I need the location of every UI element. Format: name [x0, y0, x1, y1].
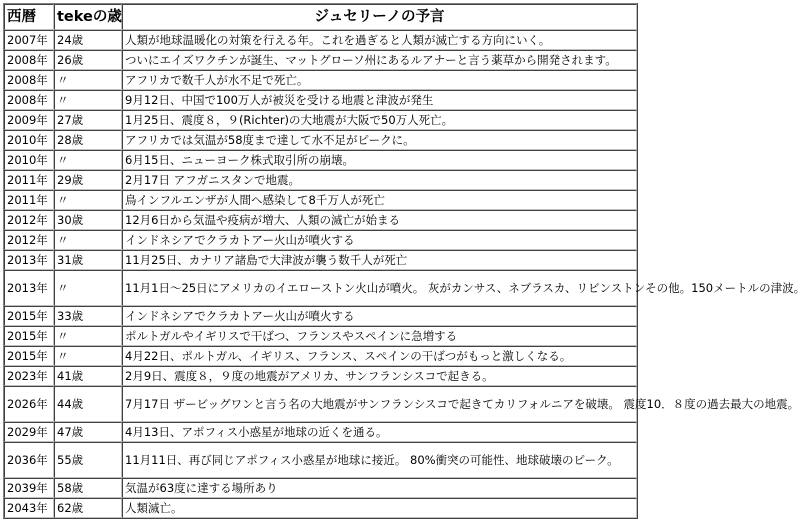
table-row [4, 230, 637, 250]
age-cell: 62歳 [54, 498, 122, 518]
header-prophecy: ジュセリーノの予言 [122, 4, 637, 30]
year-cell: 2013年 [4, 250, 54, 270]
prophecy-cell: 11月25日、カナリア諸島で大津波が襲う数千人が死亡 [122, 250, 637, 270]
prophecy-cell: 11月1日～25日にアメリカのイエローストン火山が噴火。 灰がカンサス、ネブラスカ、リビンストンその他。150メートルの津波。 [122, 270, 637, 306]
year-cell: 2010年 [4, 150, 54, 170]
prophecy-table [3, 3, 805, 519]
table-row [4, 50, 637, 70]
year-cell: 2007年 [4, 30, 54, 50]
prophecy-cell: 人類が地球温暖化の対策を行える年。これを過ぎると人類が滅亡する方向にいく。 [122, 30, 637, 50]
age-cell: 31歳 [54, 250, 122, 270]
table-row [4, 170, 637, 190]
table-row [4, 70, 637, 90]
age-cell: 〃 [54, 346, 122, 366]
header-year: 西暦 [4, 4, 54, 30]
age-cell: 33歳 [54, 306, 122, 326]
table-row [4, 130, 637, 150]
age-cell: 〃 [54, 270, 122, 306]
prophecy-cell: 9月12日、中国で100万人が被災を受ける地震と津波が発生 [122, 90, 637, 110]
prophecy-cell: アフリカでは気温が58度まで達して水不足がピークに。 [122, 130, 637, 150]
table-row [4, 366, 637, 386]
year-cell: 2026年 [4, 386, 54, 422]
age-cell: 〃 [54, 230, 122, 250]
prophecy-cell: アフリカで数千人が水不足で死亡。 [122, 70, 637, 90]
prophecy-cell: 1月25日、震度８，９(Richter)の大地震が大阪で50万人死亡。 [122, 110, 637, 130]
prophecy-cell: 12月6日から気温や疫病が増大、人類の滅亡が始まる [122, 210, 637, 230]
table-row [4, 498, 637, 518]
table-row [4, 150, 637, 170]
table-row [4, 478, 637, 498]
table-row [4, 30, 637, 50]
age-cell: 28歳 [54, 130, 122, 150]
year-cell: 2009年 [4, 110, 54, 130]
year-cell: 2008年 [4, 70, 54, 90]
table-row [4, 346, 637, 366]
age-cell: 47歳 [54, 422, 122, 442]
age-cell: 55歳 [54, 442, 122, 478]
prophecy-cell: インドネシアでクラカトアー火山が噴火する [122, 230, 637, 250]
age-cell: 26歳 [54, 50, 122, 70]
age-cell: 〃 [54, 190, 122, 210]
year-cell: 2010年 [4, 130, 54, 150]
table-row [4, 190, 637, 210]
prophecy-cell: ついにエイズワクチンが誕生、マットグローソ州にあるルアナーと言う薬草から開発されます。 [122, 50, 637, 70]
table-row [4, 110, 637, 130]
prophecy-cell: 6月15日、ニューヨーク株式取引所の崩壊。 [122, 150, 637, 170]
prophecy-cell: 4月22日、ポルトガル、イギリス、フランス、スペインの干ばつがもっと激しくなる。 [122, 346, 637, 366]
table-row [4, 250, 637, 270]
year-cell: 2013年 [4, 270, 54, 306]
year-cell: 2012年 [4, 210, 54, 230]
table-row [4, 306, 637, 326]
prophecy-cell: ポルトガルやイギリスで干ばつ、フランスやスペインに急増する [122, 326, 637, 346]
table-row [4, 442, 637, 478]
table-row [4, 326, 637, 346]
age-cell: 〃 [54, 326, 122, 346]
prophecy-cell: 気温が63度に達する場所あり [122, 478, 637, 498]
prophecy-cell: インドネシアでクラカトアー火山が噴火する [122, 306, 637, 326]
prophecy-cell: 人類滅亡。 [122, 498, 637, 518]
age-cell: 27歳 [54, 110, 122, 130]
year-cell: 2039年 [4, 478, 54, 498]
age-cell: 44歳 [54, 386, 122, 422]
table-row [4, 210, 637, 230]
age-cell: 〃 [54, 150, 122, 170]
year-cell: 2023年 [4, 366, 54, 386]
year-cell: 2029年 [4, 422, 54, 442]
prophecy-cell: 11月11日、再び同じアポフィス小惑星が地球に接近。 80%衝突の可能性、地球破壊のピーク。 [122, 442, 637, 478]
age-cell: 〃 [54, 90, 122, 110]
age-cell: 〃 [54, 70, 122, 90]
year-cell: 2036年 [4, 442, 54, 478]
header-row [4, 4, 637, 30]
year-cell: 2011年 [4, 190, 54, 210]
year-cell: 2015年 [4, 306, 54, 326]
year-cell: 2008年 [4, 50, 54, 70]
age-cell: 41歳 [54, 366, 122, 386]
table-row [4, 422, 637, 442]
header-age: tekeの歳 [54, 4, 122, 30]
prophecy-cell: 4月13日、アポフィス小惑星が地球の近くを通る。 [122, 422, 637, 442]
year-cell: 2015年 [4, 326, 54, 346]
age-cell: 24歳 [54, 30, 122, 50]
year-cell: 2011年 [4, 170, 54, 190]
prophecy-cell: 鳥インフルエンザが人間へ感染して8千万人が死亡 [122, 190, 637, 210]
prophecy-cell: 2月17日 アフガニスタンで地震。 [122, 170, 637, 190]
age-cell: 30歳 [54, 210, 122, 230]
year-cell: 2008年 [4, 90, 54, 110]
table-row [4, 90, 637, 110]
age-cell: 58歳 [54, 478, 122, 498]
year-cell: 2043年 [4, 498, 54, 518]
table-row [4, 270, 637, 306]
year-cell: 2015年 [4, 346, 54, 366]
prophecy-cell: 2月9日、震度８，９度の地震がアメリカ、サンフランシスコで起きる。 [122, 366, 637, 386]
prophecy-cell: 7月17日 ザービッグワンと言う名の大地震がサンフランシスコで起きてカリフォルニアを破壊。 震度10．８度の過去最大の地震。 [122, 386, 637, 422]
year-cell: 2012年 [4, 230, 54, 250]
age-cell: 29歳 [54, 170, 122, 190]
table-row [4, 386, 637, 422]
